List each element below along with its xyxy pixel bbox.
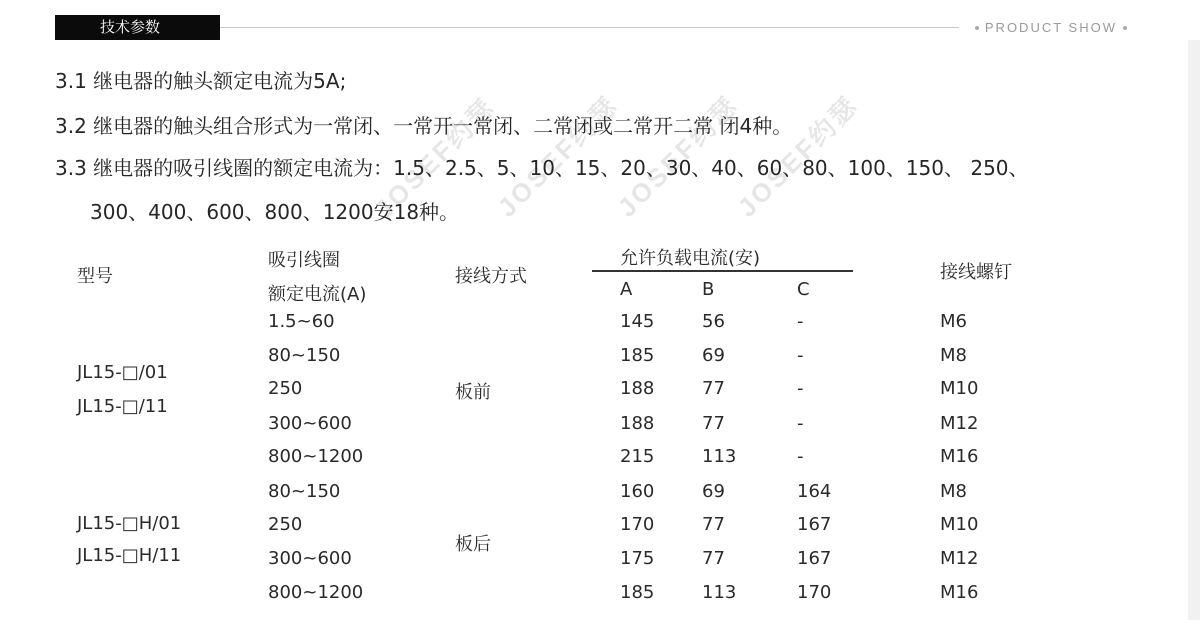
load-a: 160 [620,481,655,502]
header-coil-line1: 吸引线圈 [268,250,340,271]
header-col-b: B [702,279,715,300]
spec-line: 3.3 继电器的吸引线圈的额定电流为：1.5、2.5、5、10、15、20、30、40、60、80、100、150、 250、 [55,156,1029,180]
dot-icon [975,26,979,30]
watermark-text: JOSEF约瑟 [368,91,502,225]
load-c: - [797,446,804,467]
brand-caption: PRODUCT SHOW [984,20,1117,35]
spec-line-continued: 300、400、600、800、1200安18种。 [90,200,460,224]
load-c: - [797,413,804,434]
load-b: 77 [702,514,725,535]
dot-icon [1123,26,1127,30]
load-b: 113 [702,582,737,603]
load-c: 164 [797,481,832,502]
section-title: 技术参数 [100,18,161,36]
screw-size: M8 [940,345,967,366]
load-c: - [797,378,804,399]
load-b: 113 [702,446,737,467]
screw-size: M10 [940,514,979,535]
load-a: 185 [620,582,655,603]
load-a: 175 [620,548,655,569]
coil-current: 800~1200 [268,582,364,603]
header-load-current: 允许负载电流(安) [620,248,761,269]
brand-caption-block [959,19,1145,36]
load-a: 215 [620,446,655,467]
header-col-c: C [797,279,810,300]
load-b: 77 [702,548,725,569]
load-b: 77 [702,378,725,399]
coil-current: 1.5~60 [268,311,335,332]
coil-current: 250 [268,514,303,535]
load-c: 167 [797,514,832,535]
load-a: 185 [620,345,655,366]
wiring-label: 板后 [455,534,491,555]
coil-current: 800~1200 [268,446,364,467]
header-underline [592,270,853,272]
model-label: JL15-□/01 [77,362,168,383]
screw-size: M8 [940,481,967,502]
header-coil-line2: 额定电流(A) [268,284,367,305]
coil-current: 80~150 [268,481,341,502]
model-label: JL15-□H/11 [77,545,182,566]
load-a: 145 [620,311,655,332]
load-c: 167 [797,548,832,569]
coil-current: 250 [268,378,303,399]
watermark-text: JOSEF约瑟 [731,89,865,223]
right-edge-bar [1188,40,1200,620]
load-b: 69 [702,481,725,502]
load-b: 56 [702,311,725,332]
header-model: 型号 [77,266,113,287]
load-c: - [797,311,804,332]
coil-current: 300~600 [268,413,352,434]
screw-size: M16 [940,582,979,603]
section-title-tab [55,15,220,40]
model-label: JL15-□H/01 [77,513,182,534]
load-b: 77 [702,413,725,434]
screw-size: M10 [940,378,979,399]
header-col-a: A [620,279,633,300]
model-label: JL15-□/11 [77,396,168,417]
screw-size: M6 [940,311,967,332]
load-c: 170 [797,582,832,603]
watermark-text: JOSEF约瑟 [611,89,745,223]
load-a: 188 [620,378,655,399]
spec-line: 3.1 继电器的触头额定电流为5A; [55,69,347,93]
screw-size: M16 [940,446,979,467]
spec-line: 3.2 继电器的触头组合形式为一常闭、一常开一常闭、二常闭或二常开二常 闭4种。 [55,114,793,138]
wiring-label: 板前 [455,382,491,403]
coil-current: 80~150 [268,345,341,366]
coil-current: 300~600 [268,548,352,569]
screw-size: M12 [940,413,979,434]
watermark-text: JOSEF约瑟 [491,89,625,223]
load-c: - [797,345,804,366]
screw-size: M12 [940,548,979,569]
header-screw: 接线螺钉 [940,262,1012,283]
header-wiring: 接线方式 [455,266,527,287]
load-a: 188 [620,413,655,434]
load-a: 170 [620,514,655,535]
load-b: 69 [702,345,725,366]
